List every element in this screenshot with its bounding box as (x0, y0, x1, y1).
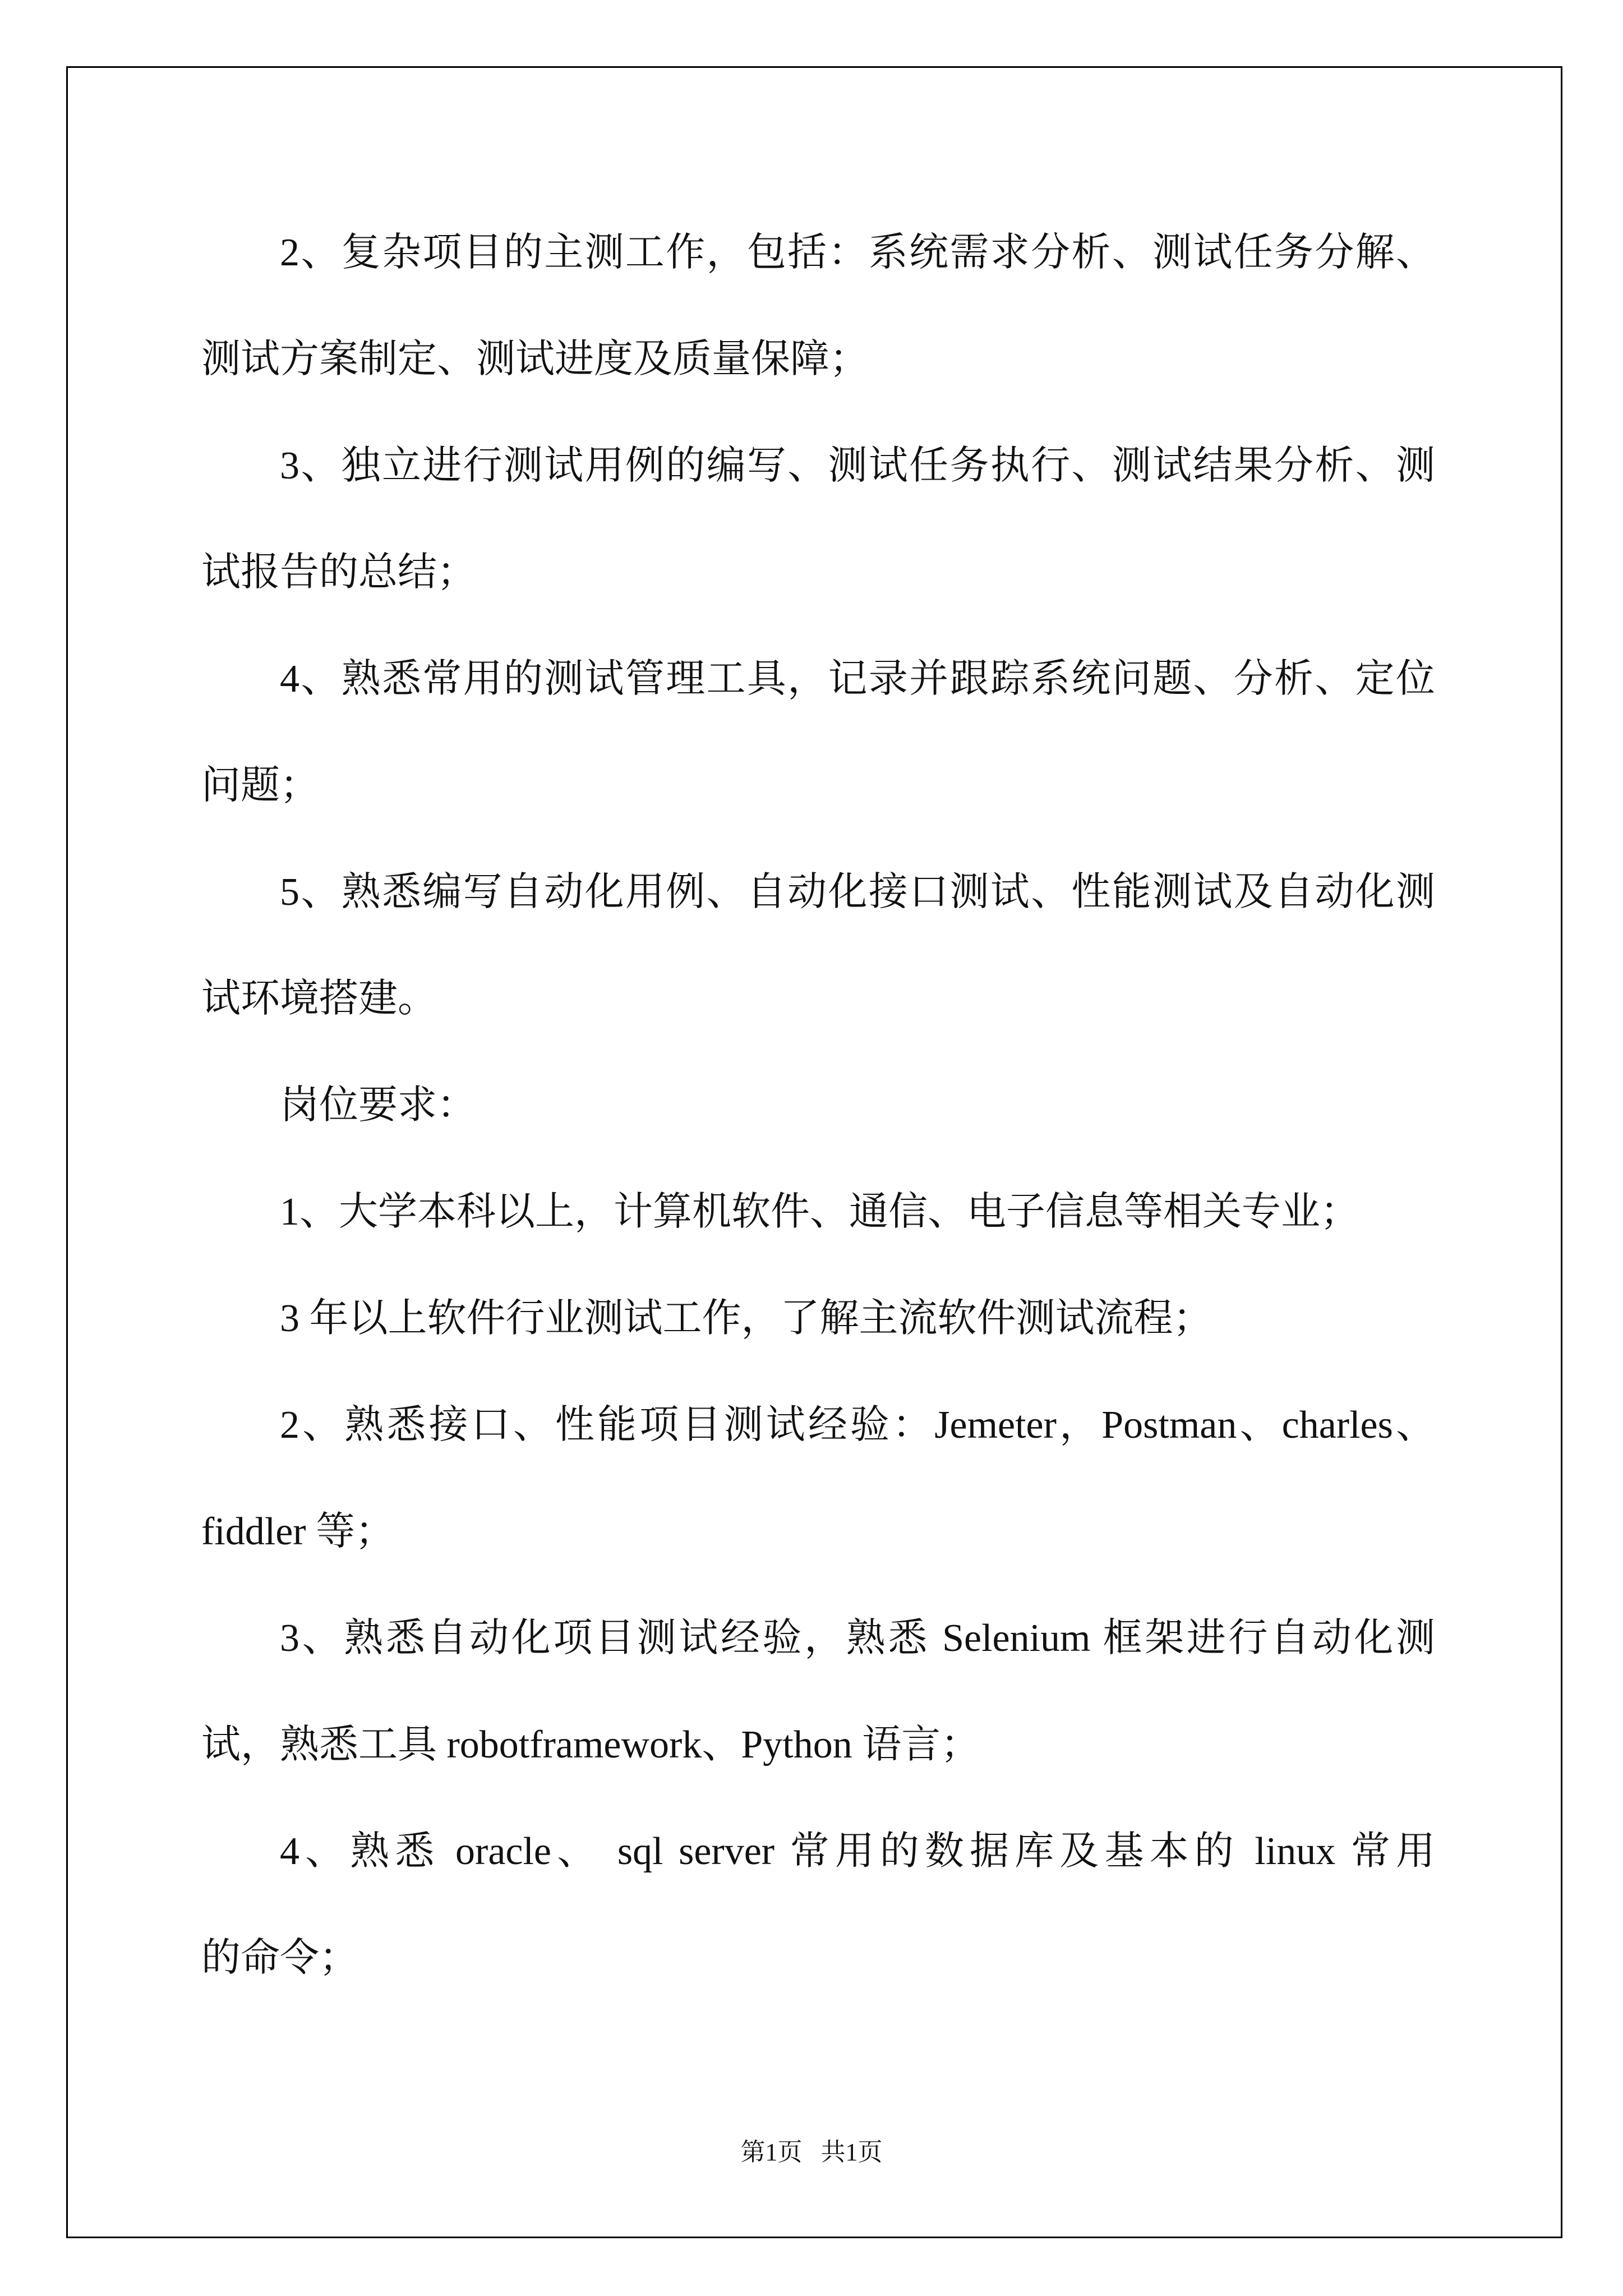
text-line: 3、独立进行测试用例的编写、测试任务执行、测试结果分析、测 (280, 444, 1435, 487)
paragraph (201, 413, 1435, 626)
paragraph (201, 1585, 1435, 1798)
text-line: 1、大学本科以上，计算机软件、通信、电子信息等相关专业； (280, 1190, 1359, 1234)
text-line: 测试方案制定、测试进度及质量保障； (201, 338, 869, 381)
text-line: 问题； (201, 764, 319, 807)
section-heading (201, 1052, 1435, 1159)
paragraph (201, 839, 1435, 1052)
page-number-footer: 第1页 共1页 (740, 2138, 883, 2166)
text-line: 3 年以上软件行业测试工作，了解主流软件测试流程； (280, 1297, 1212, 1340)
paragraph (201, 200, 1435, 413)
paragraph (201, 1372, 1435, 1585)
paragraph (201, 1798, 1435, 2012)
text-line: fiddler 等； (201, 1510, 395, 1553)
text-line: 5、熟悉编写自动化用例、自动化接口测试、性能测试及自动化测 (280, 871, 1435, 914)
paragraph (201, 1266, 1435, 1372)
text-line: 2、复杂项目的主测工作，包括：系统需求分析、测试任务分解、 (280, 231, 1435, 274)
text-line: 试，熟悉工具 robotframework、Python 语言； (201, 1723, 980, 1766)
text-line: 2、熟悉接口、性能项目测试经验：Jemeter，Postman、charles、 (280, 1404, 1435, 1447)
text-line: 岗位要求： (280, 1084, 476, 1127)
paragraph (201, 626, 1435, 839)
text-line: 试环境搭建。 (201, 977, 437, 1020)
text-line: 的命令； (201, 1936, 358, 1980)
text-line: 3、熟悉自动化项目测试经验，熟悉 Selenium 框架进行自动化测 (280, 1617, 1435, 1660)
text-line: 4、熟悉常用的测试管理工具，记录并跟踪系统问题、分析、定位 (280, 657, 1435, 701)
text-line: 4、熟悉 oracle、 sql server 常用的数据库及基本的 linux 常用 (280, 1830, 1435, 1873)
document-body (201, 200, 1435, 2012)
text-line: 试报告的总结； (201, 551, 476, 594)
paragraph (201, 1159, 1435, 1266)
